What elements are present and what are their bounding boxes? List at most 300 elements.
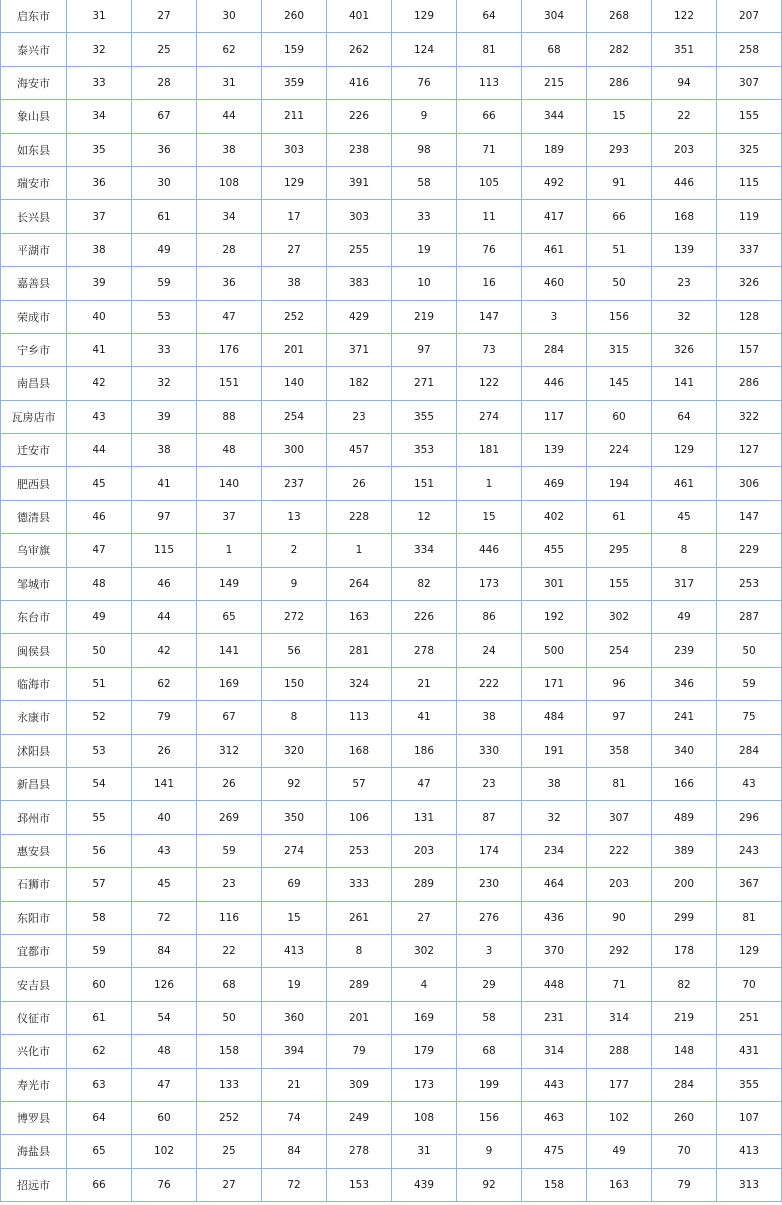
rank-value-cell: 314 xyxy=(522,1035,587,1068)
rank-value-cell: 65 xyxy=(197,601,262,634)
rank-value-cell: 62 xyxy=(67,1035,132,1068)
rank-value-cell: 129 xyxy=(392,0,457,33)
rank-value-cell: 126 xyxy=(132,968,197,1001)
rank-value-cell: 155 xyxy=(587,567,652,600)
rank-value-cell: 312 xyxy=(197,734,262,767)
rank-value-cell: 35 xyxy=(67,133,132,166)
rank-value-cell: 326 xyxy=(717,267,782,300)
rank-value-cell: 32 xyxy=(522,801,587,834)
rank-value-cell: 23 xyxy=(197,868,262,901)
rank-value-cell: 9 xyxy=(262,567,327,600)
rank-value-cell: 15 xyxy=(262,901,327,934)
table-row xyxy=(1,33,782,66)
table-row xyxy=(1,567,782,600)
rank-value-cell: 370 xyxy=(522,934,587,967)
rank-value-cell: 79 xyxy=(132,701,197,734)
rank-value-cell: 402 xyxy=(522,500,587,533)
rank-value-cell: 40 xyxy=(67,300,132,333)
rank-value-cell: 446 xyxy=(457,534,522,567)
rank-value-cell: 44 xyxy=(132,601,197,634)
rank-value-cell: 61 xyxy=(132,200,197,233)
rank-value-cell: 271 xyxy=(392,367,457,400)
rank-value-cell: 258 xyxy=(717,33,782,66)
rank-value-cell: 113 xyxy=(457,66,522,99)
rank-value-cell: 58 xyxy=(457,1001,522,1034)
county-name-cell: 邳州市 xyxy=(1,801,67,834)
rank-value-cell: 117 xyxy=(522,400,587,433)
table-row xyxy=(1,734,782,767)
rank-value-cell: 53 xyxy=(132,300,197,333)
rank-value-cell: 282 xyxy=(587,33,652,66)
rank-value-cell: 56 xyxy=(67,834,132,867)
rank-value-cell: 469 xyxy=(522,467,587,500)
rank-value-cell: 252 xyxy=(262,300,327,333)
rank-value-cell: 71 xyxy=(457,133,522,166)
rank-value-cell: 169 xyxy=(197,667,262,700)
rank-value-cell: 57 xyxy=(327,767,392,800)
rank-value-cell: 189 xyxy=(522,133,587,166)
county-name-cell: 瓦房店市 xyxy=(1,400,67,433)
rank-value-cell: 287 xyxy=(717,601,782,634)
rank-value-cell: 68 xyxy=(197,968,262,1001)
rank-value-cell: 26 xyxy=(132,734,197,767)
rank-value-cell: 57 xyxy=(67,868,132,901)
rank-value-cell: 239 xyxy=(652,634,717,667)
county-name-cell: 启东市 xyxy=(1,0,67,33)
rank-value-cell: 455 xyxy=(522,534,587,567)
rank-value-cell: 49 xyxy=(652,601,717,634)
rank-value-cell: 500 xyxy=(522,634,587,667)
table-row xyxy=(1,534,782,567)
rank-value-cell: 322 xyxy=(717,400,782,433)
county-name-cell: 乌审旗 xyxy=(1,534,67,567)
rank-value-cell: 461 xyxy=(522,233,587,266)
rank-value-cell: 157 xyxy=(717,333,782,366)
rank-value-cell: 153 xyxy=(327,1168,392,1201)
rank-value-cell: 71 xyxy=(587,968,652,1001)
county-name-cell: 宁乡市 xyxy=(1,333,67,366)
rank-value-cell: 105 xyxy=(457,166,522,199)
rank-value-cell: 59 xyxy=(132,267,197,300)
rank-value-cell: 45 xyxy=(67,467,132,500)
table-row xyxy=(1,333,782,366)
rank-value-cell: 431 xyxy=(717,1035,782,1068)
rank-value-cell: 50 xyxy=(587,267,652,300)
rank-value-cell: 243 xyxy=(717,834,782,867)
rank-value-cell: 38 xyxy=(457,701,522,734)
rank-value-cell: 260 xyxy=(652,1101,717,1134)
rank-value-cell: 67 xyxy=(197,701,262,734)
rank-value-cell: 249 xyxy=(327,1101,392,1134)
rank-value-cell: 4 xyxy=(392,968,457,1001)
rank-value-cell: 84 xyxy=(132,934,197,967)
rank-value-cell: 94 xyxy=(652,66,717,99)
rank-value-cell: 391 xyxy=(327,166,392,199)
rank-value-cell: 260 xyxy=(262,0,327,33)
rank-value-cell: 32 xyxy=(652,300,717,333)
rank-value-cell: 288 xyxy=(587,1035,652,1068)
rank-value-cell: 98 xyxy=(392,133,457,166)
rank-value-cell: 360 xyxy=(262,1001,327,1034)
rank-value-cell: 72 xyxy=(132,901,197,934)
rank-value-cell: 92 xyxy=(262,767,327,800)
rank-value-cell: 429 xyxy=(327,300,392,333)
rank-value-cell: 27 xyxy=(262,233,327,266)
rank-value-cell: 68 xyxy=(522,33,587,66)
rank-value-cell: 219 xyxy=(652,1001,717,1034)
rank-value-cell: 70 xyxy=(652,1135,717,1168)
rank-value-cell: 262 xyxy=(327,33,392,66)
rank-value-cell: 133 xyxy=(197,1068,262,1101)
county-name-cell: 石狮市 xyxy=(1,868,67,901)
table-row xyxy=(1,1135,782,1168)
rank-value-cell: 163 xyxy=(587,1168,652,1201)
rank-value-cell: 97 xyxy=(392,333,457,366)
rank-value-cell: 27 xyxy=(197,1168,262,1201)
table-row xyxy=(1,1035,782,1068)
rank-value-cell: 41 xyxy=(67,333,132,366)
rank-value-cell: 50 xyxy=(67,634,132,667)
county-name-cell: 安吉县 xyxy=(1,968,67,1001)
rank-value-cell: 254 xyxy=(587,634,652,667)
county-name-cell: 宜都市 xyxy=(1,934,67,967)
rank-value-cell: 25 xyxy=(197,1135,262,1168)
rank-value-cell: 314 xyxy=(587,1001,652,1034)
rank-value-cell: 148 xyxy=(652,1035,717,1068)
table-row xyxy=(1,667,782,700)
rank-value-cell: 155 xyxy=(717,100,782,133)
rank-value-cell: 448 xyxy=(522,968,587,1001)
rank-value-cell: 269 xyxy=(197,801,262,834)
rank-value-cell: 124 xyxy=(392,33,457,66)
rank-value-cell: 281 xyxy=(327,634,392,667)
rank-value-cell: 333 xyxy=(327,868,392,901)
rank-value-cell: 389 xyxy=(652,834,717,867)
rank-value-cell: 127 xyxy=(717,434,782,467)
rank-value-cell: 62 xyxy=(132,667,197,700)
rank-value-cell: 222 xyxy=(587,834,652,867)
rank-value-cell: 199 xyxy=(457,1068,522,1101)
rank-value-cell: 340 xyxy=(652,734,717,767)
rank-value-cell: 463 xyxy=(522,1101,587,1134)
rank-value-cell: 47 xyxy=(197,300,262,333)
rank-value-cell: 3 xyxy=(522,300,587,333)
table-row xyxy=(1,1168,782,1201)
rank-value-cell: 278 xyxy=(327,1135,392,1168)
rank-value-cell: 309 xyxy=(327,1068,392,1101)
table-row xyxy=(1,0,782,33)
rank-value-cell: 168 xyxy=(652,200,717,233)
county-name-cell: 南昌县 xyxy=(1,367,67,400)
table-row xyxy=(1,968,782,1001)
rank-value-cell: 171 xyxy=(522,667,587,700)
rank-value-cell: 116 xyxy=(197,901,262,934)
rank-value-cell: 276 xyxy=(457,901,522,934)
rank-value-cell: 416 xyxy=(327,66,392,99)
rank-value-cell: 253 xyxy=(327,834,392,867)
rank-value-cell: 129 xyxy=(652,434,717,467)
rank-value-cell: 303 xyxy=(327,200,392,233)
county-name-cell: 迁安市 xyxy=(1,434,67,467)
rank-value-cell: 254 xyxy=(262,400,327,433)
rank-value-cell: 1 xyxy=(457,467,522,500)
rank-value-cell: 21 xyxy=(262,1068,327,1101)
rank-value-cell: 359 xyxy=(262,66,327,99)
table-row xyxy=(1,66,782,99)
rank-value-cell: 32 xyxy=(132,367,197,400)
rank-value-cell: 226 xyxy=(327,100,392,133)
rank-value-cell: 151 xyxy=(392,467,457,500)
rank-value-cell: 293 xyxy=(587,133,652,166)
rank-value-cell: 51 xyxy=(67,667,132,700)
rank-value-cell: 75 xyxy=(717,701,782,734)
rank-value-cell: 261 xyxy=(327,901,392,934)
rank-value-cell: 64 xyxy=(652,400,717,433)
rank-value-cell: 1 xyxy=(197,534,262,567)
rank-value-cell: 96 xyxy=(587,667,652,700)
rank-value-cell: 303 xyxy=(262,133,327,166)
county-name-cell: 荣成市 xyxy=(1,300,67,333)
rank-value-cell: 325 xyxy=(717,133,782,166)
rank-value-cell: 9 xyxy=(392,100,457,133)
rank-value-cell: 47 xyxy=(392,767,457,800)
county-name-cell: 嘉善县 xyxy=(1,267,67,300)
rank-value-cell: 207 xyxy=(717,0,782,33)
rank-value-cell: 295 xyxy=(587,534,652,567)
rank-value-cell: 446 xyxy=(522,367,587,400)
table-row xyxy=(1,500,782,533)
rank-value-cell: 230 xyxy=(457,868,522,901)
rank-value-cell: 39 xyxy=(132,400,197,433)
table-row xyxy=(1,1101,782,1134)
rank-value-cell: 59 xyxy=(67,934,132,967)
rank-value-cell: 91 xyxy=(587,166,652,199)
rank-value-cell: 140 xyxy=(197,467,262,500)
rank-value-cell: 59 xyxy=(197,834,262,867)
rank-value-cell: 219 xyxy=(392,300,457,333)
rank-value-cell: 371 xyxy=(327,333,392,366)
rank-value-cell: 28 xyxy=(132,66,197,99)
rank-value-cell: 49 xyxy=(587,1135,652,1168)
table-row xyxy=(1,601,782,634)
table-row xyxy=(1,200,782,233)
rank-value-cell: 34 xyxy=(67,100,132,133)
rank-value-cell: 383 xyxy=(327,267,392,300)
rank-value-cell: 51 xyxy=(587,233,652,266)
rank-value-cell: 9 xyxy=(457,1135,522,1168)
rank-value-cell: 90 xyxy=(587,901,652,934)
rank-value-cell: 192 xyxy=(522,601,587,634)
rank-value-cell: 326 xyxy=(652,333,717,366)
rank-value-cell: 19 xyxy=(392,233,457,266)
rank-value-cell: 484 xyxy=(522,701,587,734)
rank-value-cell: 194 xyxy=(587,467,652,500)
rank-value-cell: 47 xyxy=(67,534,132,567)
county-name-cell: 仪征市 xyxy=(1,1001,67,1034)
table-row xyxy=(1,367,782,400)
rank-value-cell: 272 xyxy=(262,601,327,634)
rank-value-cell: 128 xyxy=(717,300,782,333)
rank-value-cell: 182 xyxy=(327,367,392,400)
rank-value-cell: 289 xyxy=(327,968,392,1001)
county-name-cell: 象山县 xyxy=(1,100,67,133)
rank-value-cell: 102 xyxy=(132,1135,197,1168)
rank-value-cell: 79 xyxy=(327,1035,392,1068)
rank-value-cell: 54 xyxy=(132,1001,197,1034)
rank-value-cell: 141 xyxy=(652,367,717,400)
rank-value-cell: 23 xyxy=(327,400,392,433)
table-body xyxy=(1,0,782,1202)
rank-value-cell: 52 xyxy=(67,701,132,734)
rank-value-cell: 64 xyxy=(457,0,522,33)
rank-value-cell: 8 xyxy=(327,934,392,967)
rank-value-cell: 31 xyxy=(392,1135,457,1168)
rank-value-cell: 21 xyxy=(392,667,457,700)
rank-value-cell: 23 xyxy=(457,767,522,800)
rank-value-cell: 66 xyxy=(587,200,652,233)
rank-value-cell: 48 xyxy=(67,567,132,600)
rank-value-cell: 173 xyxy=(457,567,522,600)
rank-value-cell: 50 xyxy=(717,634,782,667)
table-row xyxy=(1,467,782,500)
county-name-cell: 东阳市 xyxy=(1,901,67,934)
rank-value-cell: 72 xyxy=(262,1168,327,1201)
rank-value-cell: 58 xyxy=(392,166,457,199)
rank-value-cell: 286 xyxy=(717,367,782,400)
rank-value-cell: 63 xyxy=(67,1068,132,1101)
rank-value-cell: 62 xyxy=(197,33,262,66)
rank-value-cell: 50 xyxy=(197,1001,262,1034)
rank-value-cell: 178 xyxy=(652,934,717,967)
rank-value-cell: 122 xyxy=(457,367,522,400)
county-name-cell: 招远市 xyxy=(1,1168,67,1201)
rank-value-cell: 81 xyxy=(457,33,522,66)
rank-value-cell: 60 xyxy=(587,400,652,433)
rank-value-cell: 299 xyxy=(652,901,717,934)
rank-value-cell: 226 xyxy=(392,601,457,634)
rank-value-cell: 41 xyxy=(392,701,457,734)
rank-value-cell: 33 xyxy=(67,66,132,99)
rank-value-cell: 17 xyxy=(262,200,327,233)
rank-value-cell: 156 xyxy=(457,1101,522,1134)
rank-value-cell: 168 xyxy=(327,734,392,767)
rank-value-cell: 292 xyxy=(587,934,652,967)
rank-value-cell: 33 xyxy=(392,200,457,233)
rank-value-cell: 436 xyxy=(522,901,587,934)
rank-value-cell: 46 xyxy=(67,500,132,533)
rank-value-cell: 446 xyxy=(652,166,717,199)
table-row xyxy=(1,133,782,166)
rank-value-cell: 46 xyxy=(132,567,197,600)
rank-value-cell: 306 xyxy=(717,467,782,500)
rank-value-cell: 23 xyxy=(652,267,717,300)
rank-value-cell: 113 xyxy=(327,701,392,734)
rank-value-cell: 24 xyxy=(457,634,522,667)
rank-value-cell: 253 xyxy=(717,567,782,600)
rank-value-cell: 174 xyxy=(457,834,522,867)
rank-value-cell: 26 xyxy=(197,767,262,800)
rank-value-cell: 15 xyxy=(457,500,522,533)
rank-value-cell: 255 xyxy=(327,233,392,266)
rank-value-cell: 158 xyxy=(197,1035,262,1068)
rank-value-cell: 44 xyxy=(197,100,262,133)
rank-value-cell: 307 xyxy=(587,801,652,834)
rank-value-cell: 200 xyxy=(652,868,717,901)
rank-value-cell: 19 xyxy=(262,968,327,1001)
rank-value-cell: 229 xyxy=(717,534,782,567)
rank-value-cell: 106 xyxy=(327,801,392,834)
rank-value-cell: 141 xyxy=(197,634,262,667)
county-name-cell: 肥西县 xyxy=(1,467,67,500)
rank-value-cell: 43 xyxy=(717,767,782,800)
table-row xyxy=(1,400,782,433)
table-row xyxy=(1,801,782,834)
rank-value-cell: 139 xyxy=(652,233,717,266)
rank-value-cell: 228 xyxy=(327,500,392,533)
rank-value-cell: 66 xyxy=(67,1168,132,1201)
rank-value-cell: 68 xyxy=(457,1035,522,1068)
rank-value-cell: 86 xyxy=(457,601,522,634)
rank-value-cell: 166 xyxy=(652,767,717,800)
table-row xyxy=(1,1001,782,1034)
county-name-cell: 瑞安市 xyxy=(1,166,67,199)
rank-value-cell: 286 xyxy=(587,66,652,99)
rank-value-cell: 147 xyxy=(717,500,782,533)
rank-value-cell: 439 xyxy=(392,1168,457,1201)
county-name-cell: 海盐县 xyxy=(1,1135,67,1168)
rank-value-cell: 489 xyxy=(652,801,717,834)
rank-value-cell: 231 xyxy=(522,1001,587,1034)
rank-value-cell: 66 xyxy=(457,100,522,133)
rank-value-cell: 30 xyxy=(197,0,262,33)
county-name-cell: 惠安县 xyxy=(1,834,67,867)
rank-value-cell: 417 xyxy=(522,200,587,233)
table-row xyxy=(1,701,782,734)
rank-value-cell: 34 xyxy=(197,200,262,233)
rank-value-cell: 42 xyxy=(67,367,132,400)
rank-value-cell: 31 xyxy=(197,66,262,99)
rank-value-cell: 11 xyxy=(457,200,522,233)
rank-value-cell: 313 xyxy=(717,1168,782,1201)
rank-value-cell: 67 xyxy=(132,100,197,133)
county-name-cell: 新昌县 xyxy=(1,767,67,800)
rank-value-cell: 38 xyxy=(132,434,197,467)
rank-value-cell: 54 xyxy=(67,767,132,800)
rank-value-cell: 147 xyxy=(457,300,522,333)
rank-value-cell: 45 xyxy=(652,500,717,533)
rank-value-cell: 173 xyxy=(392,1068,457,1101)
rank-value-cell: 179 xyxy=(392,1035,457,1068)
rank-value-cell: 443 xyxy=(522,1068,587,1101)
rank-value-cell: 413 xyxy=(262,934,327,967)
rank-value-cell: 48 xyxy=(132,1035,197,1068)
county-name-cell: 平湖市 xyxy=(1,233,67,266)
rank-value-cell: 201 xyxy=(327,1001,392,1034)
rank-value-cell: 129 xyxy=(262,166,327,199)
rank-value-cell: 150 xyxy=(262,667,327,700)
rank-value-cell: 30 xyxy=(132,166,197,199)
rank-value-cell: 460 xyxy=(522,267,587,300)
rank-value-cell: 307 xyxy=(717,66,782,99)
rank-value-cell: 36 xyxy=(132,133,197,166)
rank-value-cell: 284 xyxy=(717,734,782,767)
rank-value-cell: 492 xyxy=(522,166,587,199)
rank-value-cell: 64 xyxy=(67,1101,132,1134)
rank-value-cell: 224 xyxy=(587,434,652,467)
rank-value-cell: 53 xyxy=(67,734,132,767)
rank-value-cell: 367 xyxy=(717,868,782,901)
rank-value-cell: 108 xyxy=(197,166,262,199)
